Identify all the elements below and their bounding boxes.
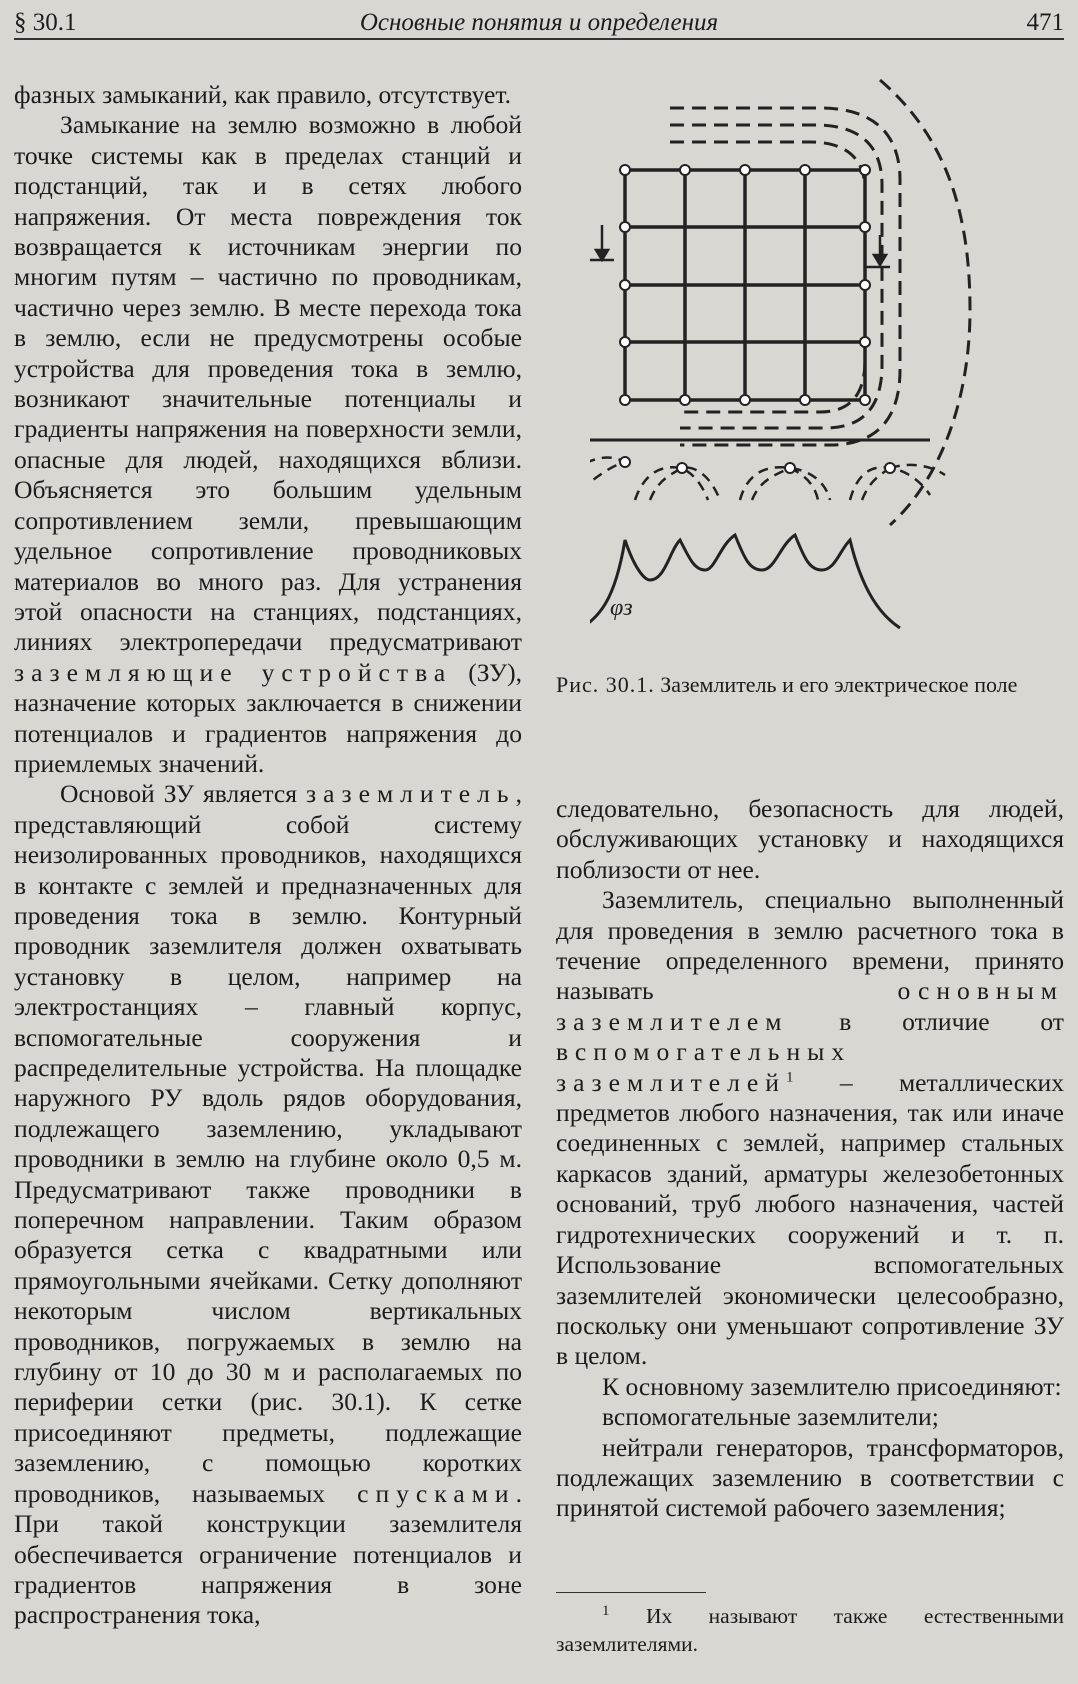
text-span: Заземлитель, специально выполненный для проведения в землю расчетного тока в течение определенного времени, принято называть [556, 885, 1064, 1006]
grid-node [680, 165, 690, 175]
text-span: , представляющий собой систему неизолированных проводников, находящихся в контакте с землей и предназначенных для проведения тока в землю. Контурный проводник заземлителя должен охватывать установку в целом, например на электростанциях – главный корпус, вспомогательные сооружения и распределительные устройства. На площадке наружного РУ вдоль рядов оборудования, подлежащего заземлению, укладывают проводники в землю на глубине около 0,5 м. Предусматривают также проводники в поперечном направлении. Таким образом образуется сетка с квадратными или прямоугольными ячейками. Сетку дополняют некоторым числом вертикальных проводников, погружаемых в землю на глубину от 10 до 30 м и располагаемых по периферии сетки (рис. 30.1). К сетке присоединяют предметы, подлежащие заземлению, с помощью коротких проводников, называемых [14, 779, 522, 1508]
text-span: Основой ЗУ является [60, 779, 298, 809]
grid-node [740, 165, 750, 175]
grid-node [620, 337, 630, 347]
paragraph [14, 779, 522, 1630]
text-span: – металлических предметов любого назначения, так или иначе соединенных с землей, например стальных каркасов зданий, арматуры железобетонных оснований, труб любого назначения, частей гидротехнических сооружений и т. п. Использование вспомогательных заземлителей экономически целесообразно, поскольку они уменьшают сопротивление ЗУ в целом. [556, 1067, 1064, 1371]
electrode-node [885, 463, 895, 473]
term-grounding-device: заземляющие устройства [14, 657, 453, 687]
list-item: вспомогательные заземлители; [602, 1402, 939, 1432]
footnote-rule [556, 1592, 706, 1593]
section-markers [590, 225, 890, 267]
grid-node [620, 165, 630, 175]
footnote-mark: 1 [602, 1602, 610, 1619]
grid-node [800, 395, 810, 405]
figure-drawing [590, 70, 990, 660]
figure-ground-electrode [590, 70, 990, 660]
potential-label: φз [610, 595, 633, 621]
list-item: нейтрали генераторов, трансформаторов, подлежащих заземлению в соответствии с принятой системой рабочего заземления; [556, 1432, 1064, 1523]
term-main-ground-electrode: основным заземлителем [556, 976, 1064, 1036]
section-electrodes [620, 457, 895, 473]
footnote-ref[interactable]: 1 [785, 1069, 794, 1086]
text-span: Замыкание на землю возможно в любой точке системы как в пределах станций и подстанций, так и в сетях любого напряжения. От места повреждения ток возвращается к источникам энергии по многим путям – частично по проводникам, частично через землю. В месте перехода тока в землю, если не предусмотрены особые устройства для проведения тока в землю, возникают значительные потенциалы и градиенты напряжения на поверхности земли, опасные для людей, находящихся вблизи. Объясняется это большим удельным сопротивлением земли, превышающим удельное сопротивление проводниковых материалов во много раз. Для устранения этой опасности на станциях, подстанциях, линиях электропередачи предусматривают [14, 110, 522, 657]
text-span: в отличие от [839, 1006, 1064, 1036]
text-span: . При такой конструкции заземлителя обеспечивается ограничение потенциалов и градиентов напряжения в зоне распространения тока, [14, 1478, 522, 1630]
right-column [556, 794, 1064, 1524]
caption-text: Заземлитель и его электрическое поле [660, 672, 1018, 697]
grid-node [860, 395, 870, 405]
text-span: (ЗУ), назначение которых заключается в снижении потенциалов и градиентов напряжения до приемлемых значений. [14, 657, 522, 778]
grid-node [620, 280, 630, 290]
footnote-text: Их называют также естественными заземлителями. [556, 1604, 1065, 1656]
potential-curve [590, 535, 900, 632]
paragraph: К основному заземлителю присоединяют: [602, 1371, 1062, 1401]
electrode-grid [625, 170, 865, 400]
electrode-node [785, 463, 795, 473]
term-auxiliary-ground-electrodes: вспомогательных заземлителей [556, 1037, 852, 1097]
footnote [556, 1602, 1064, 1658]
grid-node [740, 395, 750, 405]
electrode-node [677, 463, 687, 473]
grid-node [620, 222, 630, 232]
running-title: Основные понятия и определения [359, 9, 719, 36]
grid-node [860, 280, 870, 290]
grid-node [800, 165, 810, 175]
running-header [14, 4, 1064, 40]
paragraph [14, 110, 522, 779]
grid-node [680, 395, 690, 405]
grid-node [620, 395, 630, 405]
figure-caption [556, 671, 1064, 699]
paragraph [556, 885, 1064, 1372]
paragraph: фазных замыканий, как правило, отсутствует. [14, 80, 512, 109]
field-lines-top-view [670, 80, 970, 525]
left-column [14, 80, 522, 1631]
grid-node [860, 222, 870, 232]
caption-label: Рис. 30.1. [556, 672, 655, 697]
term-ground-electrode: заземлитель [306, 779, 516, 809]
page-number: 471 [1026, 9, 1064, 36]
electrode-node [620, 457, 630, 467]
grid-node [860, 337, 870, 347]
grid-node [860, 165, 870, 175]
paragraph: следовательно, безопасность для людей, обслуживающих установку и находящихся поблизости от нее. [556, 794, 1064, 884]
section-number: § 30.1 [14, 9, 77, 36]
term-downconductors: спусками [357, 1478, 516, 1508]
